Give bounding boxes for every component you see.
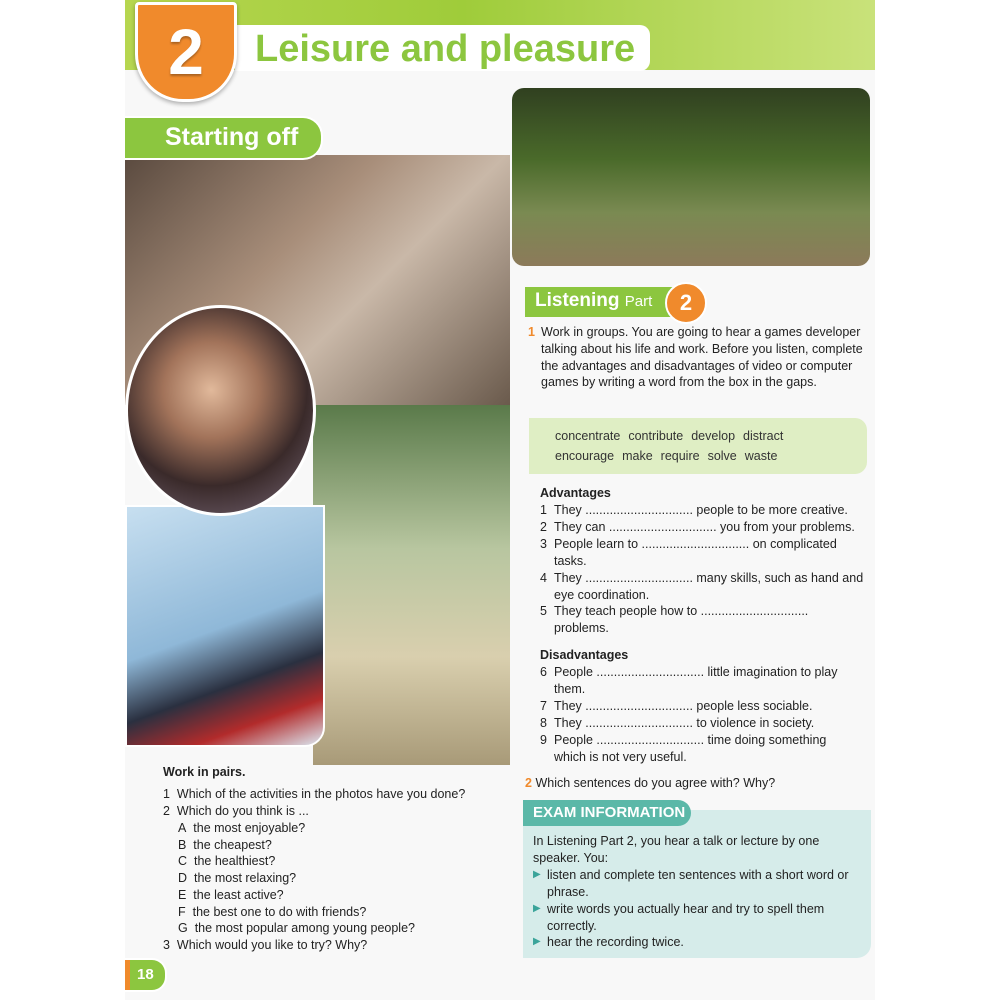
exam-bullet-2: ▶ write words you actually hear and try to spell them correctly. — [533, 902, 825, 933]
option-e: E the least active? — [178, 888, 284, 902]
exam-information-tab — [523, 800, 691, 826]
arrow-icon: ▶ — [533, 869, 541, 880]
task-2-question: 2 Which sentences do you agree with? Why? — [525, 776, 776, 790]
sentence-1: 1 They ............................... people to be more creative. — [540, 503, 848, 517]
page-number-tab — [125, 958, 167, 992]
option-d: D the most relaxing? — [178, 871, 297, 885]
starting-off-tab — [125, 116, 323, 160]
word-box — [529, 418, 867, 474]
option-c: C the healthiest? — [178, 854, 276, 868]
listening-heading: Listening Part — [535, 290, 653, 311]
sentence-8: 8 They ............................... to violence in society. — [540, 716, 815, 730]
section-heading: Starting off — [165, 123, 299, 151]
word-box-row-1: concentrate contribute develop distract — [555, 429, 784, 443]
pairs-question-3: 3 Which would you like to try? Why? — [163, 938, 368, 952]
skydiving-photo — [125, 505, 325, 747]
sentence-7: 7 They ............................... people less sociable. — [540, 699, 813, 713]
exam-bullet-1: ▶ listen and complete ten sentences with a short word or phrase. — [533, 868, 849, 899]
page-title: Leisure and pleasure — [255, 28, 636, 70]
part-number: 2 — [679, 290, 693, 315]
pairs-question-1: 1 Which of the activities in the photos have you done? — [163, 787, 466, 801]
sentence-4: 4 They ............................... many skills, such as hand and eye coordination. — [540, 571, 864, 602]
option-f: F the best one to do with friends? — [178, 905, 367, 919]
pairs-question-2: 2 Which do you think is ... — [163, 804, 309, 818]
part-number-badge — [665, 282, 707, 324]
unit-number: 2 — [168, 16, 204, 88]
textbook-page — [125, 0, 875, 1000]
exam-information-heading: EXAM INFORMATION — [533, 804, 686, 821]
exam-bullet-3: ▶ hear the recording twice. — [533, 935, 684, 949]
exam-intro: In Listening Part 2, you hear a talk or lecture by one speaker. You: — [533, 834, 820, 865]
football-photo — [313, 405, 510, 765]
task-1-instruction: 1 Work in groups. You are going to hear a games developer talking about his life and work. Before you listen, complete the advantages and disadvantages of video or computer games by writing a word from the box in the gaps. — [528, 325, 863, 390]
arrow-icon: ▶ — [533, 903, 541, 914]
option-g: G the most popular among young people? — [178, 921, 415, 935]
arrow-icon: ▶ — [533, 936, 541, 947]
option-b: B the cheapest? — [178, 838, 272, 852]
disadvantages-heading: Disadvantages — [540, 648, 629, 662]
word-box-row-2: encourage make require solve waste — [555, 449, 778, 463]
unit-number-badge — [135, 2, 237, 102]
sentence-9: 9 People ............................... time doing something which is not very useful. — [540, 733, 827, 764]
girl-studying-photo — [125, 305, 316, 516]
sentence-3: 3 People learn to ............................... on complicated tasks. — [540, 537, 837, 568]
sentence-2: 2 They can ............................... you from your problems. — [540, 520, 855, 534]
work-in-pairs-heading: Work in pairs. — [163, 765, 246, 779]
sentence-5: 5 They teach people how to ............................... problems. — [540, 604, 809, 635]
option-a: A the most enjoyable? — [178, 821, 306, 835]
mountain-biking-photo — [512, 88, 870, 266]
advantages-heading: Advantages — [540, 486, 611, 500]
page-number: 18 — [137, 966, 154, 983]
sentence-6: 6 People ............................... little imagination to play them. — [540, 665, 838, 696]
